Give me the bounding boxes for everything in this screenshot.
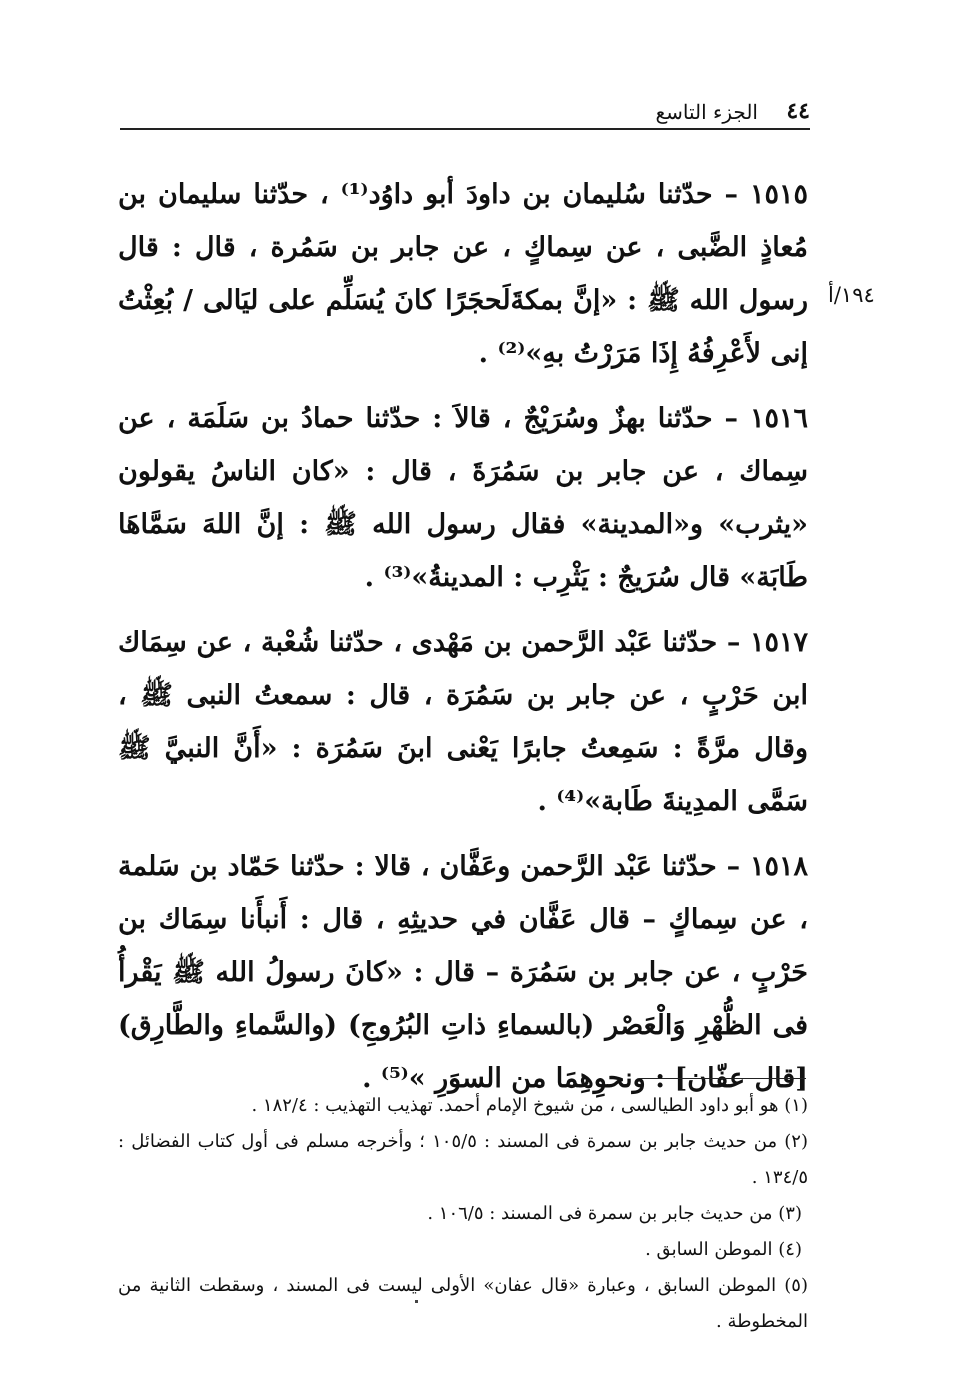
hadith-1516: ١٥١٦ – حدّثنا بهزٌ وسُرَيْجٌ ، قالاَ : حدّثنا حمادُ بن سَلَمَة ، عن سِماك ، عن جابر بن سَمُرَةَ ، قال : «كان الناسُ يقولون «يثرب» و«المدينة» فقال رسول الله ﷺ : إنَّ اللهَ سَمَّاهَا طَابَة» قال سُرَيجٌ : يَثْرِب : المدينةُ»⁽³⁾ . [118, 403, 808, 593]
header-divider [120, 128, 810, 130]
footnote-1: (١) هو أبو داود الطيالسى ، من شيوخ الإمام أحمد. تهذيب التهذيب : ١٨٢/٤ . [251, 1095, 808, 1116]
margin-folio-note: ١٩٤/أ [828, 283, 875, 307]
footnote-3: (٣) من حديث جابر بن سمرة فى المسند : ١٠٦/٥ . [427, 1203, 802, 1224]
hadith-1518: ١٥١٨ – حدّثنا عَبْد الرَّحمن وعَفَّان ، قالا : حدّثنا حَمّاد بن سَلمة ، عن سِماكٍ – قال عَفَّان في حديثِهِ ، قال : أَنبأَنا سِمَاك بن حَرْبٍ ، عن جابر بن سَمُرَة – قال : «كانَ رسولُ الله ﷺ يَقْرأُ فى الظُّهْرِ وَالْعَصْر (بالسماءِ ذاتِ البُرُوجِ) (والسَّماءِ والطَّارِق) [قال عفّان] : ونحوِهِمَا من السوَرِ »⁽⁵⁾ . [118, 851, 808, 1094]
footnote-5: (٥) الموطن السابق ، وعبارة «قال عفان» الأولى ليست فى المسند ، وسقطت الثانية من المخطوطة . [118, 1275, 808, 1332]
footnote-2: (٢) من حديث جابر بن سمرة فى المسند : ١٠٥/٥ ؛ وأخرجه مسلم فى أول كتاب الفضائل : ١٣٤/٥ . [118, 1131, 808, 1188]
page-header [150, 98, 810, 128]
footnote-divider [640, 1078, 806, 1079]
footnote-4: (٤) الموطن السابق . [645, 1239, 802, 1260]
hadith-1515: ١٥١٥ – حدّثنا سُليمان بن داودَ أبو داوُد⁽¹⁾ ، حدّثنا سليمان بن مُعاذٍ الضَّبى ، عن سِماكٍ ، عن جابر بن سَمُرة ، قال : قال رسول الله ﷺ : «إنَّ بمكةَلَحجَرًا كانَ يُسَلِّم على ليَالى / بُعِثْتُ إنى لأَعْرِفُهُ إِذَا مَرَرْتُ بهِ»⁽²⁾ . [118, 179, 808, 369]
print-speck [415, 1300, 418, 1303]
footnotes [118, 1088, 808, 1340]
page-number: ٤٤ [786, 98, 810, 124]
volume-title: الجزء التاسع [655, 100, 758, 124]
main-text [118, 168, 808, 1117]
hadith-1517: ١٥١٧ – حدّثنا عَبْد الرَّحمن بن مَهْدى ، حدّثنا شُعْبة ، عن سِمَاك ابن حَرْبٍ ، عن جابر بن سَمُرَة ، قال : سمعتُ النبى ﷺ ، وقال مرَّةً : سَمِعتُ جابرًا يَعْنى ابنَ سَمُرَة : «أَنَّ النبيَّ ﷺ سَمَّى المدِينةَ طَابة»⁽⁴⁾ . [118, 627, 808, 817]
